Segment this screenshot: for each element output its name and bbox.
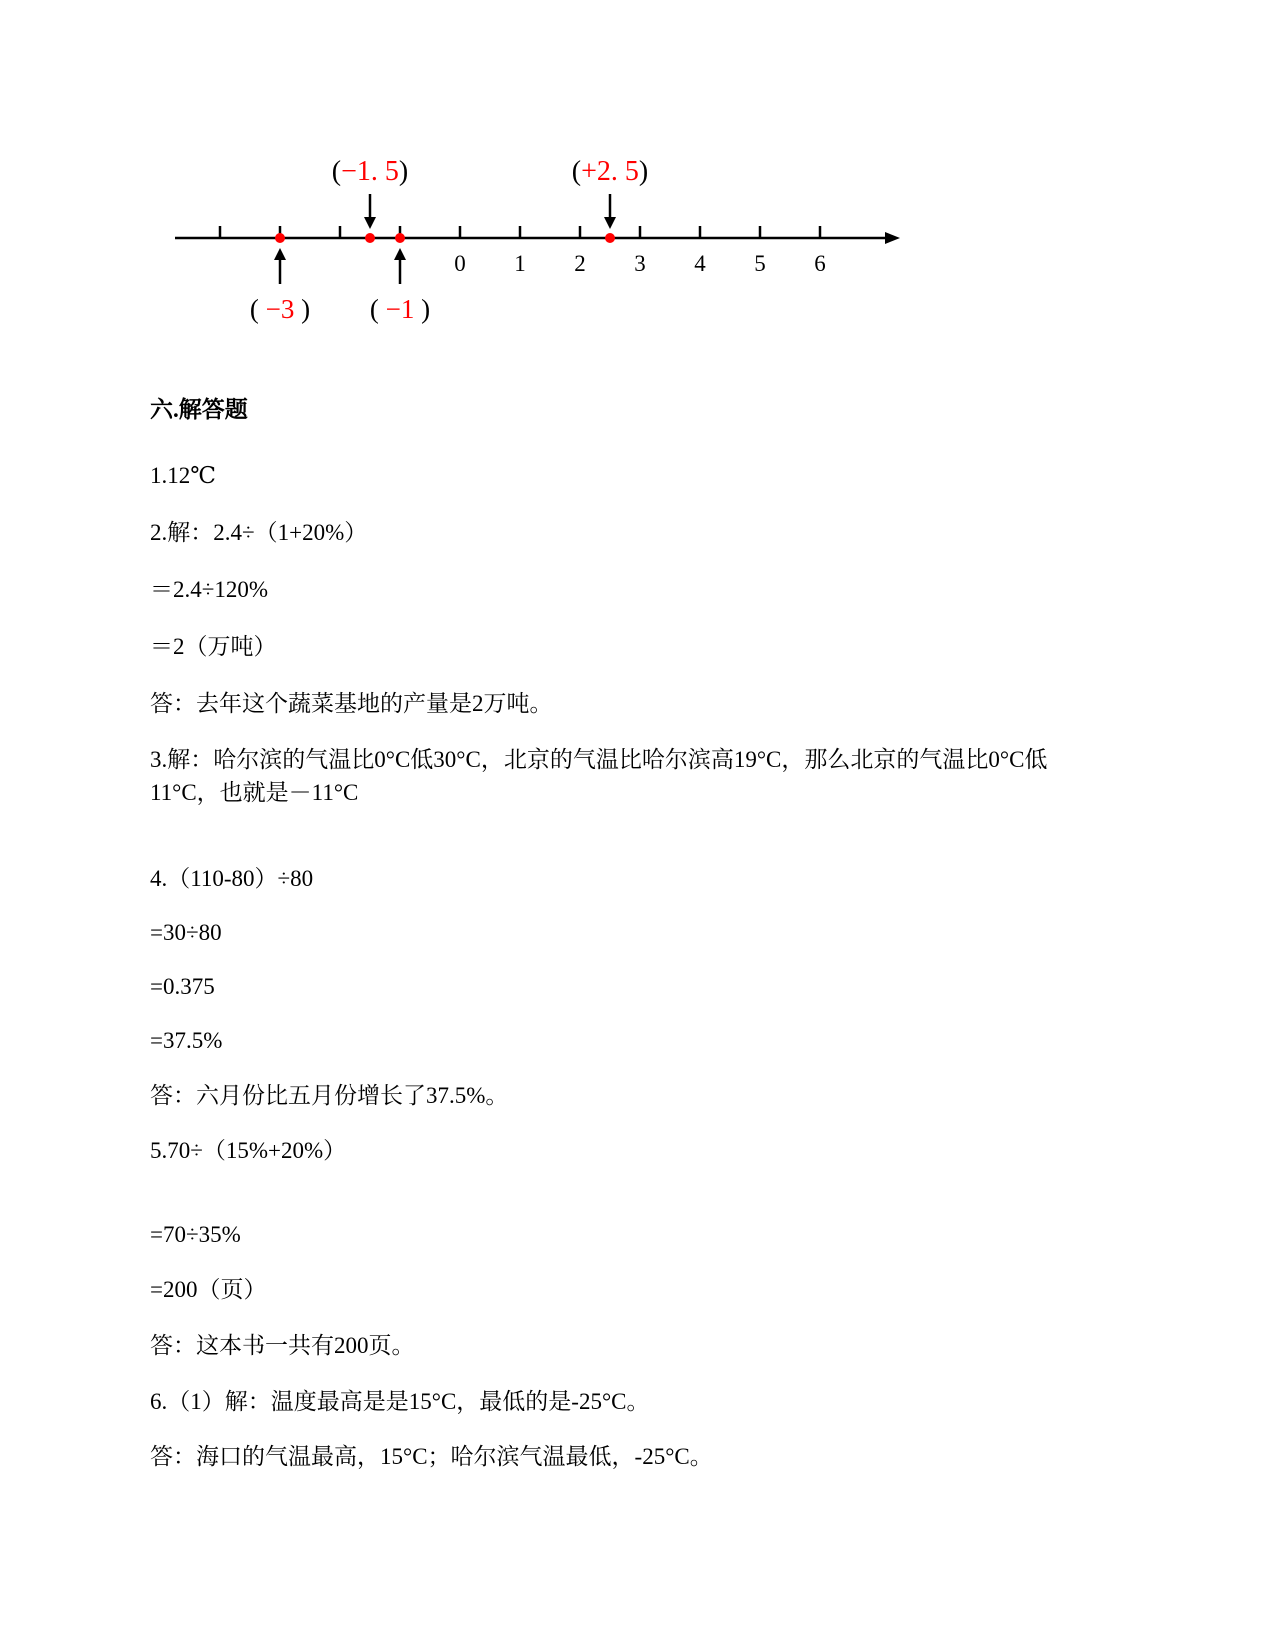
number-line-arrowhead	[885, 232, 900, 244]
answer-line: 5.70÷（15%+20%）	[150, 1138, 347, 1163]
label-value: +2. 5	[581, 156, 639, 187]
down-arrow-head	[364, 217, 376, 229]
answer-line: 1.12℃	[150, 463, 216, 488]
point-label	[250, 294, 310, 324]
answer-line: =70÷35%	[150, 1222, 241, 1247]
answer-line: =30÷80	[150, 920, 222, 945]
tick-label: 5	[754, 251, 766, 276]
label-open-paren: (	[331, 156, 342, 187]
tick-label: 3	[634, 251, 646, 276]
point-label	[572, 156, 648, 187]
tick-label: 2	[574, 251, 586, 276]
answer-line: ＝2（万吨）	[150, 634, 277, 659]
answer-line: =37.5%	[150, 1028, 223, 1053]
label-close-paren: )	[414, 294, 431, 324]
label-open-paren: (	[571, 156, 582, 187]
answer-line: 6.（1）解：温度最高是是15°C，最低的是-25°C。	[150, 1389, 650, 1414]
answer-line: 答：去年这个蔬菜基地的产量是2万吨。	[150, 691, 553, 716]
answer-line: 答：海口的气温最高，15°C；哈尔滨气温最低，-25°C。	[150, 1444, 713, 1469]
down-arrow-head	[604, 217, 616, 229]
answer-line: 答：六月份比五月份增长了37.5%。	[150, 1083, 509, 1108]
point-marker	[275, 233, 285, 243]
answer-line: 11°C，也就是－11°C	[150, 780, 359, 805]
label-close-paren: )	[294, 294, 311, 324]
point-marker	[605, 233, 615, 243]
up-arrow-head	[394, 248, 406, 260]
answer-line: 4.（110-80）÷80	[150, 866, 314, 891]
answer-line: =200（页）	[150, 1277, 267, 1302]
label-open-paren: (	[249, 294, 266, 324]
answer-line: 2.解：2.4÷（1+20%）	[150, 520, 368, 545]
tick-label: 4	[694, 251, 706, 276]
point-marker	[365, 233, 375, 243]
tick-label: 6	[814, 251, 826, 276]
tick-label: 0	[454, 251, 466, 276]
number-line-figure	[0, 0, 1275, 340]
label-value: −3	[265, 294, 295, 324]
label-value: −1	[385, 294, 415, 324]
answer-line: ＝2.4÷120%	[150, 577, 269, 602]
answer-line: =0.375	[150, 974, 215, 999]
point-label	[332, 156, 408, 187]
label-value: −1. 5	[341, 156, 399, 187]
tick-label: 1	[514, 251, 526, 276]
point-label	[370, 294, 430, 324]
section-title: 六.解答题	[150, 397, 248, 422]
answer-line: 答：这本书一共有200页。	[150, 1333, 415, 1358]
answer-line: 3.解：哈尔滨的气温比0°C低30°C，北京的气温比哈尔滨高19°C，那么北京的气温比0°C低	[150, 747, 1048, 772]
label-open-paren: (	[369, 294, 386, 324]
label-close-paren: )	[638, 156, 649, 187]
up-arrow-head	[274, 248, 286, 260]
point-marker	[395, 233, 405, 243]
label-close-paren: )	[398, 156, 409, 187]
